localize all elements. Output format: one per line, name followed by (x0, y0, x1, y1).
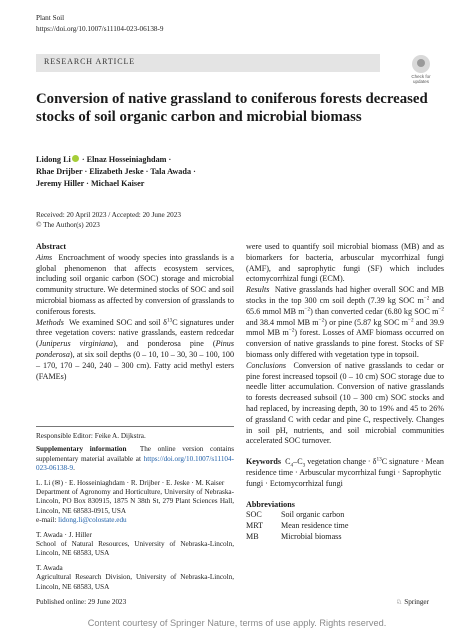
abbr-row: MRT Mean residence time (246, 521, 349, 531)
copyright: © The Author(s) 2023 (36, 221, 100, 229)
left-footnotes (36, 432, 234, 592)
abbr-row: SOC Soil organic carbon (246, 510, 345, 520)
abbr-row: MB Microbial biomass (246, 531, 342, 541)
courtesy-notice: Content courtesy of Springer Nature, terms of use apply. Rights reserved. (87, 618, 387, 628)
abstract-left (36, 242, 234, 382)
affiliation-1: L. Li (✉) · E. Hosseiniaghdam · R. Drijber · E. Jeske · M. Kaiser Department of Agronomy and Horticulture, University of Nebraska-Lincoln, PO Box 830915, 1875 N 38th St, 279 Plant Sciences Hall, Lincoln, NE 68583-0915, USA e-mail: lidong.li@colostate.edu (36, 478, 234, 525)
author-line-3: Jeremy Hiller · Michael Kaiser (36, 178, 145, 188)
abstract-aims: Aims Encroachment of woody species into grasslands is a global phenomenon that affects ecosystem services, including soil organic carbon (SOC) storage and microbial community structure. We determined stocks of SOC and soil microbial biomass as affected by conversion of grasslands to coniferous forests. (36, 252, 234, 316)
abstract-heading: Abstract (36, 242, 67, 251)
affiliation-3: T. Awada Agricultural Research Division, University of Nebraska-Lincoln, Lincoln, NE 68583, USA (36, 563, 234, 591)
article-type: RESEARCH ARTICLE (44, 57, 136, 66)
keywords: Keywords $C_4-C_3$ vegetation change · $\delta^{13}C$ signature · Mean residence time · Arbuscular mycorrhizal fungi · Saprophytic fungi · Ectomycorrhizal fungi (246, 456, 444, 488)
dates: Received: 20 April 2023 / Accepted: 20 June 2023 (36, 211, 181, 219)
article-type-band (36, 54, 380, 72)
check-for-updates-badge[interactable] (406, 55, 436, 85)
published-date: Published online: 29 June 2023 (36, 598, 127, 606)
footnote-rule (36, 426, 234, 427)
doi-header[interactable]: https://doi.org/10.1007/s11104-023-06138-9 (36, 25, 164, 33)
check-updates-icon (412, 55, 430, 73)
supplementary-info: Supplementary information The online version contains supplementary material available at https://doi.org/10.1007/s11104-023-06138-9. (36, 445, 235, 473)
author-first[interactable]: Lidong Li (36, 155, 71, 164)
orcid-icon[interactable] (72, 155, 79, 162)
affiliation-2: T. Awada · J. Hiller School of Natural Resources, University of Nebraska-Lincoln, Lincoln, NE 68583, USA (36, 530, 234, 558)
author-line-2: Rhae Drijber · Elizabeth Jeske · Tala Awada · (36, 166, 196, 176)
responsible-editor: Responsible Editor: Feike A. Dijkstra. (36, 432, 146, 440)
check-updates-label: Check for updates (411, 74, 431, 84)
abbreviations: Abbreviations SOC Soil organic carbon MRT Mean residence time MB Microbial biomass (246, 500, 444, 543)
supplementary-link[interactable]: https://doi.org/10.1007/s11104-023-06138-9 (36, 454, 234, 473)
publisher-logo: ♘ Springer (396, 598, 430, 606)
abstract-conclusions: Conclusions Conversion of native grasslands to cedar or pine forest increased topsoil (0 – 10 cm) SOC storage due to needle litter accumulation. Conversion of native grasslands to forests decreased subsoil (10 – 300 cm) SOC stocks and had replaced, by increasing depth, 30 to 19% and 45 to 26% of grassland C with cedar and pine C, respectively. Changes in soil pH, nutrients, and soil microbial communities accelerated SOC turnover. (246, 360, 444, 446)
abstract-methods-cont: were used to quantify soil microbial biomass (MB) and as biomarkers for bacteria, arbuscular mycorrhizal fungi (AMF), and saprophytic fungi (SF) which includes ectomycorrhizal fungi (ECM). (246, 242, 444, 284)
author-list: Lidong Li · Elnaz Hosseiniaghdam · Rhae Drijber · Elizabeth Jeske · Tala Awada · Jeremy Hiller · Michael Kaiser (36, 154, 296, 189)
springer-icon: ♘ (396, 598, 403, 606)
abstract-results: Results Native grasslands had higher overall SOC and MB stocks in the top 300 cm soil depth (7.39 kg SOC $m^{-2}$ and 65.6 mmol MB $m^{-2}$) than converted cedar (6.80 kg SOC $m^{-2}$ and 38.4 mmol MB $m^{-2}$) or pine (5.87 kg SOC $m^{-2}$ and 39.9 mmol MB $m^{-2}$) forest. Losses of AMF biomass occurred on conversion of native grasslands to pine forest. Stocks of SF biomass only differed with vegetation type in topsoil. (246, 285, 445, 359)
abstract-right (246, 242, 444, 543)
article-title: Conversion of native grassland to coniferous forests decreased stocks of soil organic carbon and microbial biomass (36, 91, 428, 125)
email-link[interactable]: lidong.li@colostate.edu (58, 516, 127, 525)
abstract-methods: Methods We examined SOC and soil $\delta^{13}C$ signatures under three vegetation covers: native grasslands, eastern redcedar (Juniperus virginiana), and ponderosa pine (Pinus ponderosa), at six soil depths (0 – 10, 10 – 30, 30 – 100, 100 – 170, 170 – 240, 240 – 300 cm). Fatty acid methyl esters (FAMEs) (36, 316, 234, 381)
journal-name: Plant Soil (36, 14, 65, 22)
